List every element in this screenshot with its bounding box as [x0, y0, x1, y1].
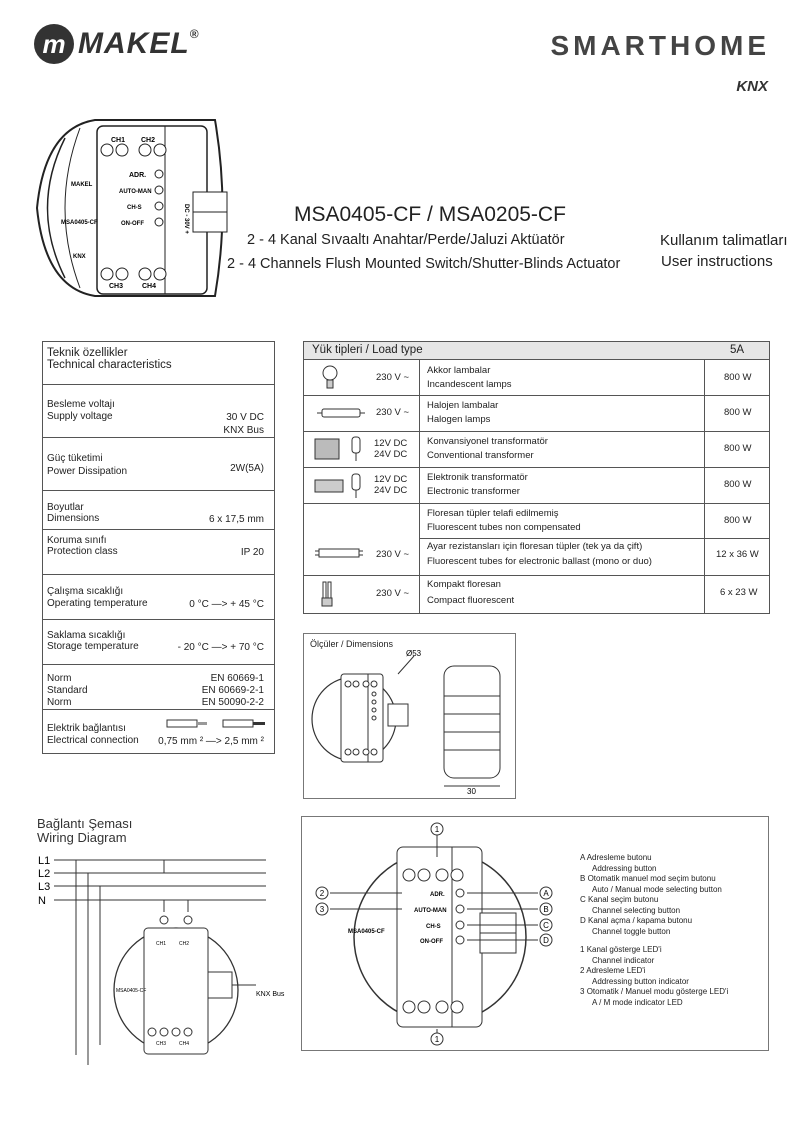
tech-row-supply: [43, 384, 274, 437]
callout-c: C: [543, 921, 549, 930]
registered-mark: ®: [189, 27, 200, 41]
callout-d: D: [543, 936, 549, 945]
tech-row-protection: [43, 529, 274, 574]
legend-en: Auto / Manual mode selecting button: [592, 884, 722, 894]
tech-value: 0 °C —> + 45 °C: [189, 599, 264, 610]
load-name-en: Halogen lamps: [427, 414, 491, 425]
load-name-tr: Ayar rezistansları için floresan tüpler (tek ya da çift): [427, 541, 643, 552]
makel-logo-text: [78, 27, 200, 61]
wiring-title-en: Wiring Diagram: [37, 830, 127, 845]
tech-label-en: Supply voltage: [47, 411, 113, 422]
device-model: MSA0405-CF: [116, 988, 147, 994]
manual-title-tr: Kullanım talimatları: [660, 232, 788, 249]
knx-bus-label: KNX Bus: [256, 991, 285, 998]
load-voltage: 230 V ~: [376, 372, 410, 383]
device-knx: KNX: [73, 254, 86, 260]
tech-value: 6 x 17,5 mm: [208, 514, 264, 525]
load-name-tr: Floresan tüpler telafi edilmemiş: [427, 508, 559, 519]
load-header-amp: 5A: [730, 344, 745, 356]
tech-value: 0,75 mm ² —> 2,5 mm ²: [158, 736, 264, 747]
legend-tr: Adresleme LED'i: [586, 966, 646, 975]
tech-label-tr: Elektrik bağlantısı: [47, 723, 126, 734]
row-divider: [304, 503, 769, 504]
makel-logo: [34, 24, 200, 64]
depth-label: 30: [467, 787, 476, 796]
legend-box: [301, 816, 769, 1051]
tech-value: 2W(5A): [230, 463, 264, 474]
tech-label-en: Dimensions: [47, 513, 100, 524]
load-name-en: Incandescent lamps: [427, 379, 512, 390]
tech-header: [43, 342, 274, 376]
load-voltage: 230 V ~: [376, 549, 410, 560]
tech-label-tr: Saklama sıcaklığı: [47, 630, 126, 641]
norm-value: EN 50090-2-2: [201, 697, 264, 708]
norm-label: Norm: [47, 673, 72, 684]
on-off-label: ON-OFF: [121, 221, 144, 227]
tech-row-operating-temp: [43, 574, 274, 619]
dimensions-title: Ölçüler / Dimensions: [310, 639, 394, 649]
load-voltage: 24V DC: [374, 449, 408, 460]
brand-name: MAKEL: [78, 27, 190, 60]
tech-label-tr: Besleme voltajı: [47, 399, 115, 410]
row-divider: [304, 575, 769, 576]
ch-s-label: CH-S: [127, 205, 142, 211]
load-value: 800 W: [724, 515, 752, 526]
norm-label: Standard: [47, 685, 88, 696]
load-header: [304, 342, 769, 360]
tech-value: IP 20: [240, 547, 264, 558]
line-l3: L3: [38, 881, 51, 893]
callout-b: B: [543, 905, 549, 914]
tech-row-dimensions: [43, 490, 274, 529]
dc-label: DC - 30V +: [183, 204, 189, 234]
fluorescent-tube-icon: [314, 545, 364, 561]
legend-item-1: [580, 945, 765, 956]
legend-item-a: [580, 853, 765, 864]
auto-man-label: AUTO-MAN: [119, 189, 152, 195]
load-voltage: 230 V ~: [376, 407, 410, 418]
callout-1-top: 1: [434, 825, 440, 834]
load-value: 800 W: [724, 407, 752, 418]
line-l1: L1: [38, 855, 51, 867]
incandescent-lamp-icon: [322, 364, 338, 390]
ch2-label: CH2: [141, 137, 156, 144]
load-value: 800 W: [724, 443, 752, 454]
load-name-tr: Akkor lambalar: [427, 365, 491, 376]
tech-label-en: Power Dissipation: [47, 466, 128, 477]
load-voltage: 12V DC: [374, 474, 408, 485]
legend-tr: Otomatik / Manuel modu gösterge LED'i: [586, 987, 729, 996]
tech-row-norm: [43, 664, 274, 709]
legend-tr: Kanal açma / kapama butonu: [588, 916, 693, 925]
norm-label: Norm: [47, 697, 72, 708]
legend-key: 3: [580, 987, 585, 996]
adr-label: ADR.: [129, 172, 147, 179]
legend-tr: Kanal seçim butonu: [588, 895, 659, 904]
load-name-tr: Elektronik transformatör: [427, 472, 528, 483]
load-name-en: Compact fluorescent: [427, 595, 515, 606]
legend-en: Channel selecting button: [592, 905, 681, 915]
diameter-label: Ø53: [406, 649, 422, 658]
tech-table: [42, 341, 275, 754]
legend-item-2: [580, 966, 765, 977]
tech-label-tr: Boyutlar: [47, 502, 84, 513]
subtitle-en: 2 - 4 Channels Flush Mounted Switch/Shutter-Blinds Actuator: [227, 256, 621, 272]
tech-header-tr: Teknik özellikler: [47, 347, 128, 359]
wiring-diagram: [36, 850, 286, 1080]
device-illustration: [25, 108, 240, 308]
norm-value: EN 60669-1: [210, 673, 264, 684]
legend-en: Channel toggle button: [592, 926, 671, 936]
tech-label-tr: Koruma sınıfı: [47, 535, 107, 546]
ch4-label: CH4: [179, 1041, 190, 1047]
device-model: MSA0405-CF: [61, 220, 98, 226]
legend-key: A: [580, 853, 585, 862]
auto-man-label: AUTO-MAN: [414, 908, 447, 914]
legend-list: [580, 853, 765, 1008]
line-n: N: [38, 895, 46, 907]
wiring-title-tr: Bağlantı Şeması: [37, 816, 133, 831]
callout-1-bottom: 1: [434, 1035, 440, 1044]
tech-row-connection: [43, 709, 274, 754]
tech-label-en: Storage temperature: [47, 641, 139, 652]
legend-item-b: [580, 874, 765, 885]
conventional-transformer-icon: [312, 435, 370, 463]
tech-label-tr: Güç tüketimi: [47, 453, 103, 464]
tech-value: 30 V DC: [226, 412, 264, 423]
tech-value: - 20 °C —> + 70 °C: [177, 642, 264, 653]
load-name-en: Fluorescent tubes for electronic ballast (mono or duo): [427, 556, 652, 567]
legend-item-3: [580, 987, 765, 998]
manual-title-en: User instructions: [661, 253, 773, 270]
model-title: MSA0405-CF / MSA0205-CF: [294, 203, 566, 226]
tech-row-storage-temp: [43, 619, 274, 664]
legend-en: Channel indicator: [592, 955, 655, 965]
device-model: MSA0405-CF: [348, 929, 385, 935]
load-name-tr: Kompakt floresan: [427, 579, 501, 590]
adr-label: ADR.: [430, 892, 445, 898]
tech-row-power: [43, 437, 274, 490]
tech-label-en: Operating temperature: [47, 598, 148, 609]
electronic-transformer-icon: [312, 472, 370, 500]
legend-key: 1: [580, 945, 585, 954]
device-brand: MAKEL: [71, 182, 93, 188]
on-off-label: ON-OFF: [420, 939, 443, 945]
ch4-label: CH4: [142, 283, 157, 290]
load-name-en: Electronic transformer: [427, 486, 520, 497]
callout-3: 3: [319, 905, 325, 914]
line-l2: L2: [38, 868, 51, 880]
callout-2: 2: [319, 889, 325, 898]
knx-logo: KNX: [736, 78, 768, 95]
dimensions-box: [303, 633, 516, 799]
tech-header-en: Technical characteristics: [47, 359, 172, 371]
smarthome-logo: SMARTHOME: [550, 30, 770, 61]
subtitle-tr: 2 - 4 Kanal Sıvaaltı Anahtar/Perde/Jaluzi Aktüatör: [247, 232, 565, 248]
load-table: [303, 341, 770, 614]
row-divider: [304, 431, 769, 432]
row-divider: [304, 395, 769, 396]
halogen-lamp-icon: [316, 406, 366, 420]
legend-item-c: [580, 895, 765, 906]
ch1-label: CH1: [111, 137, 126, 144]
tech-value-2: KNX Bus: [223, 425, 264, 436]
tech-label-en: Electrical connection: [47, 735, 139, 746]
dimensions-drawing: [304, 634, 515, 798]
makel-logo-mark: m: [34, 24, 74, 64]
ch1-label: CH1: [156, 941, 167, 947]
load-value: 800 W: [724, 479, 752, 490]
tech-label-en: Protection class: [47, 546, 118, 557]
legend-key: C: [580, 895, 586, 904]
legend-key: B: [580, 874, 586, 883]
legend-key: 2: [580, 966, 585, 975]
ch-s-label: CH-S: [426, 924, 441, 930]
load-value: 12 x 36 W: [716, 549, 759, 560]
norm-value: EN 60669-2-1: [201, 685, 264, 696]
tech-label-tr: Çalışma sıcaklığı: [47, 586, 124, 597]
legend-en: Addressing button indicator: [592, 976, 689, 986]
load-name-tr: Halojen lambalar: [427, 400, 499, 411]
load-name-en: Conventional transformer: [427, 450, 534, 461]
load-header-title: Yük tipleri / Load type: [312, 344, 423, 356]
compact-fluorescent-icon: [320, 580, 334, 608]
legend-item-d: [580, 916, 765, 927]
legend-tr: Otomatik manuel mod seçim butonu: [587, 874, 716, 883]
load-name-tr: Konvansiyonel transformatör: [427, 436, 548, 447]
legend-key: D: [580, 916, 586, 925]
callout-a: A: [543, 889, 549, 898]
load-value: 6 x 23 W: [720, 587, 758, 598]
ch3-label: CH3: [109, 283, 124, 290]
load-value: 800 W: [724, 372, 752, 383]
row-divider: [304, 467, 769, 468]
legend-en: Addressing button: [592, 863, 657, 873]
device-callout-diagram: [302, 817, 577, 1050]
load-name-en: Fluorescent tubes non compensated: [427, 522, 581, 533]
load-voltage: 12V DC: [374, 438, 408, 449]
wire-icon: [165, 718, 267, 730]
ch3-label: CH3: [156, 1041, 167, 1047]
legend-en: A / M mode indicator LED: [592, 997, 683, 1007]
legend-tr: Kanal gösterge LED'i: [586, 945, 662, 954]
legend-tr: Adresleme butonu: [586, 853, 652, 862]
ch2-label: CH2: [179, 941, 190, 947]
load-voltage: 24V DC: [374, 485, 408, 496]
row-divider: [419, 538, 769, 539]
legend-spacer: [580, 937, 765, 945]
load-voltage: 230 V ~: [376, 588, 410, 599]
